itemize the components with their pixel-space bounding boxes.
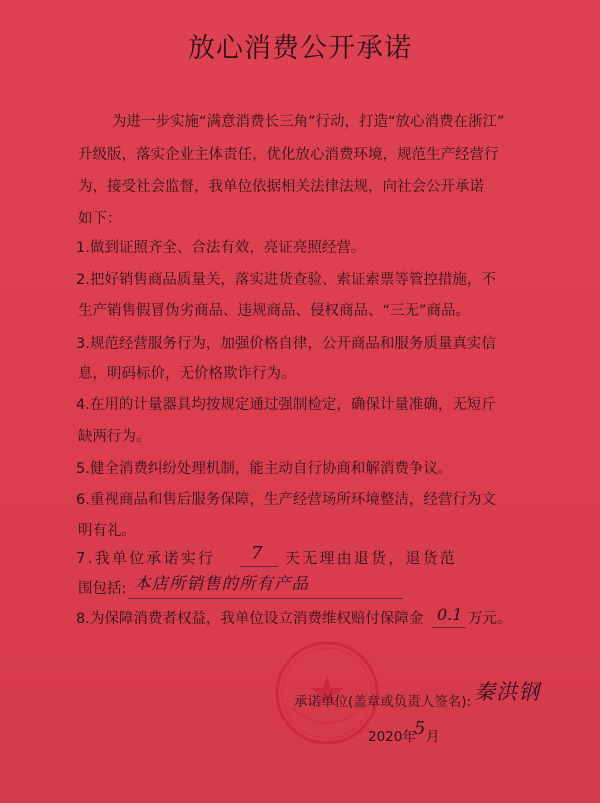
item-7-days-underline bbox=[240, 566, 278, 567]
item-2-line-1: 2.把好销售商品质量关，落实进货查验、索证索票等管控措施，不 bbox=[76, 272, 496, 288]
item-8-amount-value: 0.1 bbox=[437, 605, 463, 624]
item-4-line-2: 缺两行为。 bbox=[78, 429, 151, 445]
item-3-line-2: 息，明码标价，无价格欺诈行为。 bbox=[78, 366, 296, 382]
item-1-line-1: 1.做到证照齐全、合法有效，亮证亮照经营。 bbox=[76, 240, 366, 256]
intro-line-1: 为进一步实施“满意消费长三角”行动，打造“放心消费在浙江” bbox=[112, 114, 505, 130]
document-title: 放心消费公开承诺 bbox=[188, 33, 412, 64]
signature-label: 承诺单位(盖章或负责人签名): bbox=[294, 694, 472, 710]
date-year: 2020年 bbox=[368, 729, 416, 745]
item-7-days-value: 7 bbox=[251, 543, 263, 564]
item-8-amount-underline bbox=[432, 627, 466, 628]
item-7-scope-label: 围包括: bbox=[78, 581, 127, 597]
item-7-suffix: 天无理由退货，退货范 bbox=[285, 549, 458, 567]
signature-handwritten: 秦洪钢 bbox=[474, 680, 540, 704]
item-7-prefix: 7.我单位承诺实行 bbox=[76, 549, 216, 567]
intro-line-3: 为，接受社会监督，我单位依据相关法律法规，向社会公开承诺 bbox=[78, 179, 484, 195]
item-7-scope-value: 本店所销售的所有产品 bbox=[134, 574, 309, 593]
item-8-prefix: 8.为保障消费者权益，我单位设立消费维权赔付保障金 bbox=[76, 611, 424, 627]
item-7-scope-underline bbox=[128, 598, 403, 599]
intro-line-2: 升级版，落实企业主体责任，优化放心消费环境，规范生产经营行 bbox=[78, 147, 499, 163]
item-8-suffix: 万元。 bbox=[468, 611, 512, 627]
item-4-line-1: 4.在用的计量器具均按规定通过强制检定，确保计量准确，无短斤 bbox=[76, 397, 496, 413]
date-month-unit: 月 bbox=[426, 729, 440, 745]
item-3-line-1: 3.规范经营服务行为，加强价格自律，公开商品和服务质量真实信 bbox=[76, 336, 496, 352]
item-5-line-1: 5.健全消费纠纷处理机制，能主动自行协商和解消费争议。 bbox=[76, 461, 453, 477]
item-2-line-2: 生产销售假冒伪劣商品、违规商品、侵权商品、“三无”商品。 bbox=[78, 303, 471, 319]
intro-line-4: 如下： bbox=[78, 211, 122, 227]
item-6-line-1: 6.重视商品和售后服务保障，生产经营场所环境整洁，经营行为文 bbox=[76, 492, 496, 508]
date-month-value: 5 bbox=[414, 718, 426, 739]
item-6-line-2: 明有礼。 bbox=[78, 523, 136, 539]
